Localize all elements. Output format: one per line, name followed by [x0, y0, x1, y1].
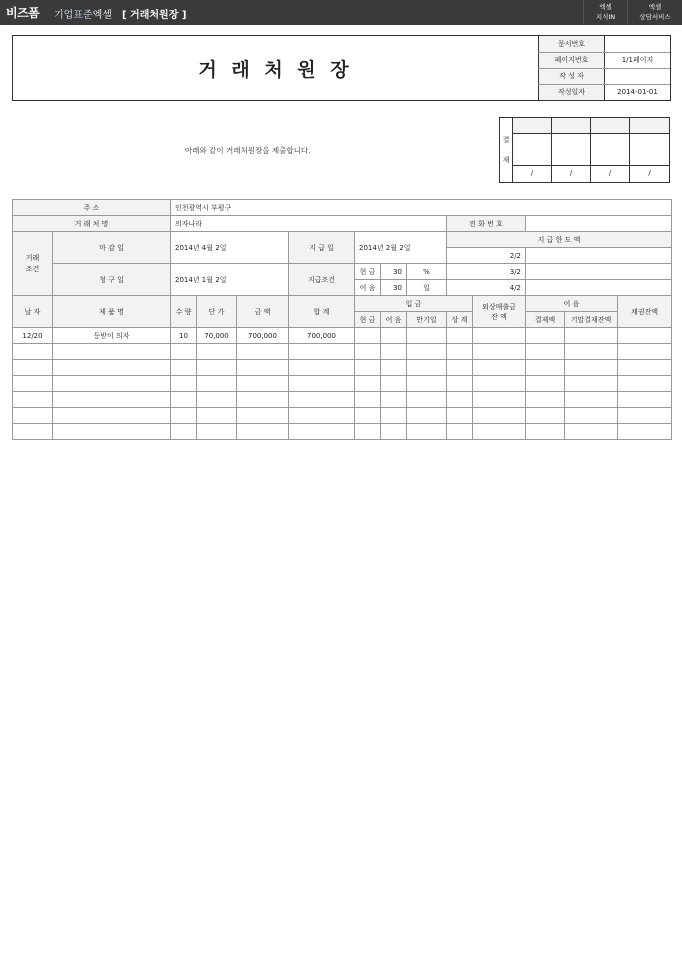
cell[interactable]	[13, 344, 53, 360]
document-title: 거 래 처 원 장	[198, 58, 353, 81]
cell[interactable]	[237, 408, 289, 424]
cell-total[interactable]: 700,000	[289, 328, 355, 344]
excel-knowledge-button[interactable]: 엑셀 지식IN	[583, 0, 627, 25]
note-label: 어 음	[355, 280, 381, 296]
limit-month: 4/2	[447, 280, 526, 296]
cell[interactable]	[381, 424, 407, 440]
col-receivable-header: 외상매출금 잔 액	[473, 296, 526, 328]
cell[interactable]	[355, 360, 381, 376]
approval-cell[interactable]: /	[591, 118, 630, 182]
cell[interactable]	[618, 360, 672, 376]
cell[interactable]	[237, 344, 289, 360]
cell[interactable]	[618, 328, 672, 344]
approval-box	[499, 117, 670, 183]
cell-date[interactable]: 12/20	[13, 328, 53, 344]
cell[interactable]	[526, 328, 565, 344]
cell[interactable]	[526, 344, 565, 360]
cell[interactable]	[171, 360, 197, 376]
cell[interactable]	[526, 360, 565, 376]
col-balance-header: 채권잔액	[618, 296, 672, 328]
cell[interactable]	[473, 360, 526, 376]
cell[interactable]	[53, 408, 171, 424]
cell[interactable]	[53, 376, 171, 392]
meta-value[interactable]: 2014-01-01	[605, 84, 671, 100]
ledger-table	[12, 199, 672, 440]
cell[interactable]	[381, 344, 407, 360]
cell[interactable]	[618, 344, 672, 360]
cell[interactable]	[355, 344, 381, 360]
cell[interactable]	[565, 424, 618, 440]
cell[interactable]	[289, 376, 355, 392]
cell[interactable]	[565, 328, 618, 344]
client-name-value[interactable]: 의자나라	[171, 216, 447, 232]
terms-label: 거래 조건	[13, 232, 53, 296]
table-row	[13, 408, 672, 424]
cell-qty[interactable]: 10	[171, 328, 197, 344]
cell[interactable]	[289, 344, 355, 360]
col-qty-header: 수 량	[171, 296, 197, 328]
cash-unit: %	[407, 264, 447, 280]
pay-date-value[interactable]: 2014년 2월 2일	[355, 232, 447, 264]
cell-price[interactable]: 70,000	[197, 328, 237, 344]
cell[interactable]	[13, 424, 53, 440]
limit-value[interactable]	[526, 264, 672, 280]
cell[interactable]	[197, 344, 237, 360]
submission-notice: 아래와 같이 거래처원장을 제출합니다.	[185, 146, 311, 155]
limit-value[interactable]	[526, 248, 672, 264]
table-row	[13, 360, 672, 376]
cell[interactable]	[381, 328, 407, 344]
cell[interactable]	[473, 328, 526, 344]
cell[interactable]	[473, 344, 526, 360]
cell[interactable]	[381, 408, 407, 424]
meta-label: 작성일자	[539, 84, 605, 100]
cell[interactable]	[447, 408, 473, 424]
cell[interactable]	[355, 376, 381, 392]
meta-value[interactable]: 1/1페이지	[605, 52, 671, 68]
meta-label: 작 성 자	[539, 68, 605, 84]
excel-consult-button[interactable]: 엑셀 상담서비스	[627, 0, 682, 25]
cell[interactable]	[355, 408, 381, 424]
cell[interactable]	[53, 392, 171, 408]
cell[interactable]	[473, 408, 526, 424]
cell[interactable]	[473, 376, 526, 392]
col-dep-due-header: 만기일	[407, 312, 447, 328]
approval-cell[interactable]: /	[630, 118, 669, 182]
cell[interactable]	[565, 344, 618, 360]
cell[interactable]	[13, 392, 53, 408]
cell[interactable]	[526, 424, 565, 440]
cell[interactable]	[13, 376, 53, 392]
cell-amount[interactable]: 700,000	[237, 328, 289, 344]
cell[interactable]	[526, 392, 565, 408]
cell[interactable]	[473, 424, 526, 440]
limit-month: 3/2	[447, 264, 526, 280]
address-value[interactable]: 인천광역시 부평구	[171, 200, 672, 216]
col-total-header: 합 계	[289, 296, 355, 328]
cell[interactable]	[355, 392, 381, 408]
meta-value[interactable]	[605, 68, 671, 84]
meta-label: 페이지번호	[539, 52, 605, 68]
col-date-header: 날 자	[13, 296, 53, 328]
cell[interactable]	[565, 376, 618, 392]
top-bar	[0, 0, 682, 25]
table-row	[13, 376, 672, 392]
cell[interactable]	[53, 344, 171, 360]
cell[interactable]	[237, 424, 289, 440]
cell[interactable]	[171, 424, 197, 440]
cell[interactable]	[447, 328, 473, 344]
cell[interactable]	[618, 392, 672, 408]
cell[interactable]	[53, 424, 171, 440]
cell[interactable]	[407, 424, 447, 440]
cell[interactable]	[381, 376, 407, 392]
cell[interactable]	[473, 392, 526, 408]
cell[interactable]	[447, 376, 473, 392]
cell[interactable]	[381, 360, 407, 376]
page-name: [ 거래처원장 ]	[122, 10, 187, 21]
cell[interactable]	[197, 408, 237, 424]
col-price-header: 단 가	[197, 296, 237, 328]
table-row	[13, 392, 672, 408]
cash-percent[interactable]: 30	[381, 264, 407, 280]
cell[interactable]	[447, 392, 473, 408]
meta-label: 문서번호	[539, 36, 605, 52]
phone-label: 전 화 번 호	[447, 216, 526, 232]
close-date-label: 마 감 일	[53, 232, 171, 264]
cell[interactable]	[407, 360, 447, 376]
limit-month: 2/2	[447, 248, 526, 264]
cell[interactable]	[171, 392, 197, 408]
cell[interactable]	[407, 376, 447, 392]
phone-value[interactable]	[526, 216, 672, 232]
col-amount-header: 금 액	[237, 296, 289, 328]
cell[interactable]	[171, 376, 197, 392]
limit-label: 지 급 한 도 액	[447, 232, 672, 248]
cell-product[interactable]: 등받이 의자	[53, 328, 171, 344]
cell[interactable]	[618, 376, 672, 392]
cell[interactable]	[565, 408, 618, 424]
col-bill-settle-header: 결제액	[526, 312, 565, 328]
approval-cell[interactable]: /	[552, 118, 591, 182]
cell[interactable]	[407, 392, 447, 408]
cell[interactable]	[355, 424, 381, 440]
approval-label: 결 재	[500, 118, 513, 182]
document-header	[12, 35, 671, 101]
col-bill-header: 어 음	[526, 296, 618, 312]
cell[interactable]	[526, 408, 565, 424]
meta-value[interactable]	[605, 36, 671, 52]
col-dep-note-header: 어 음	[381, 312, 407, 328]
cell[interactable]	[526, 376, 565, 392]
cell[interactable]	[407, 344, 447, 360]
table-row	[13, 328, 672, 344]
col-bill-unpaid-header: 기말결재잔액	[565, 312, 618, 328]
cell[interactable]	[13, 360, 53, 376]
cell[interactable]	[407, 328, 447, 344]
cell[interactable]	[237, 360, 289, 376]
note-days[interactable]: 30	[381, 280, 407, 296]
bill-date-label: 청 구 일	[53, 264, 171, 296]
cell[interactable]	[565, 360, 618, 376]
cell[interactable]	[618, 408, 672, 424]
cell[interactable]	[565, 392, 618, 408]
cell[interactable]	[171, 408, 197, 424]
cell[interactable]	[289, 360, 355, 376]
cell[interactable]	[171, 344, 197, 360]
cell[interactable]	[289, 408, 355, 424]
approval-cell[interactable]: /	[513, 118, 552, 182]
cell[interactable]	[381, 392, 407, 408]
brand-logo[interactable]: 비즈폼	[6, 6, 40, 20]
cell[interactable]	[289, 392, 355, 408]
address-label: 주 소	[13, 200, 171, 216]
cell[interactable]	[197, 376, 237, 392]
cell[interactable]	[13, 408, 53, 424]
cell[interactable]	[618, 424, 672, 440]
cell[interactable]	[447, 424, 473, 440]
pay-date-label: 지 급 일	[289, 232, 355, 264]
note-unit: 일	[407, 280, 447, 296]
cell[interactable]	[355, 328, 381, 344]
cash-label: 현 금	[355, 264, 381, 280]
pay-terms-label: 지급조건	[289, 264, 355, 296]
col-dep-offset-header: 상 계	[447, 312, 473, 328]
cell[interactable]	[197, 392, 237, 408]
limit-value[interactable]	[526, 280, 672, 296]
col-deposit-header: 입 금	[355, 296, 473, 312]
cell[interactable]	[53, 360, 171, 376]
cell[interactable]	[447, 360, 473, 376]
table-row	[13, 424, 672, 440]
document-meta-table	[538, 36, 670, 100]
col-product-header: 제 품 명	[53, 296, 171, 328]
client-name-label: 거 래 처 명	[13, 216, 171, 232]
cell[interactable]	[447, 344, 473, 360]
cell[interactable]	[237, 392, 289, 408]
col-dep-cash-header: 현 금	[355, 312, 381, 328]
cell[interactable]	[237, 376, 289, 392]
bill-date-value[interactable]: 2014년 1월 2일	[171, 264, 289, 296]
table-row	[13, 344, 672, 360]
cell[interactable]	[197, 424, 237, 440]
cell[interactable]	[197, 360, 237, 376]
cell[interactable]	[289, 424, 355, 440]
cell[interactable]	[407, 408, 447, 424]
brand-subtitle: 기업표준엑셀	[54, 10, 112, 21]
close-date-value[interactable]: 2014년 4월 2일	[171, 232, 289, 264]
